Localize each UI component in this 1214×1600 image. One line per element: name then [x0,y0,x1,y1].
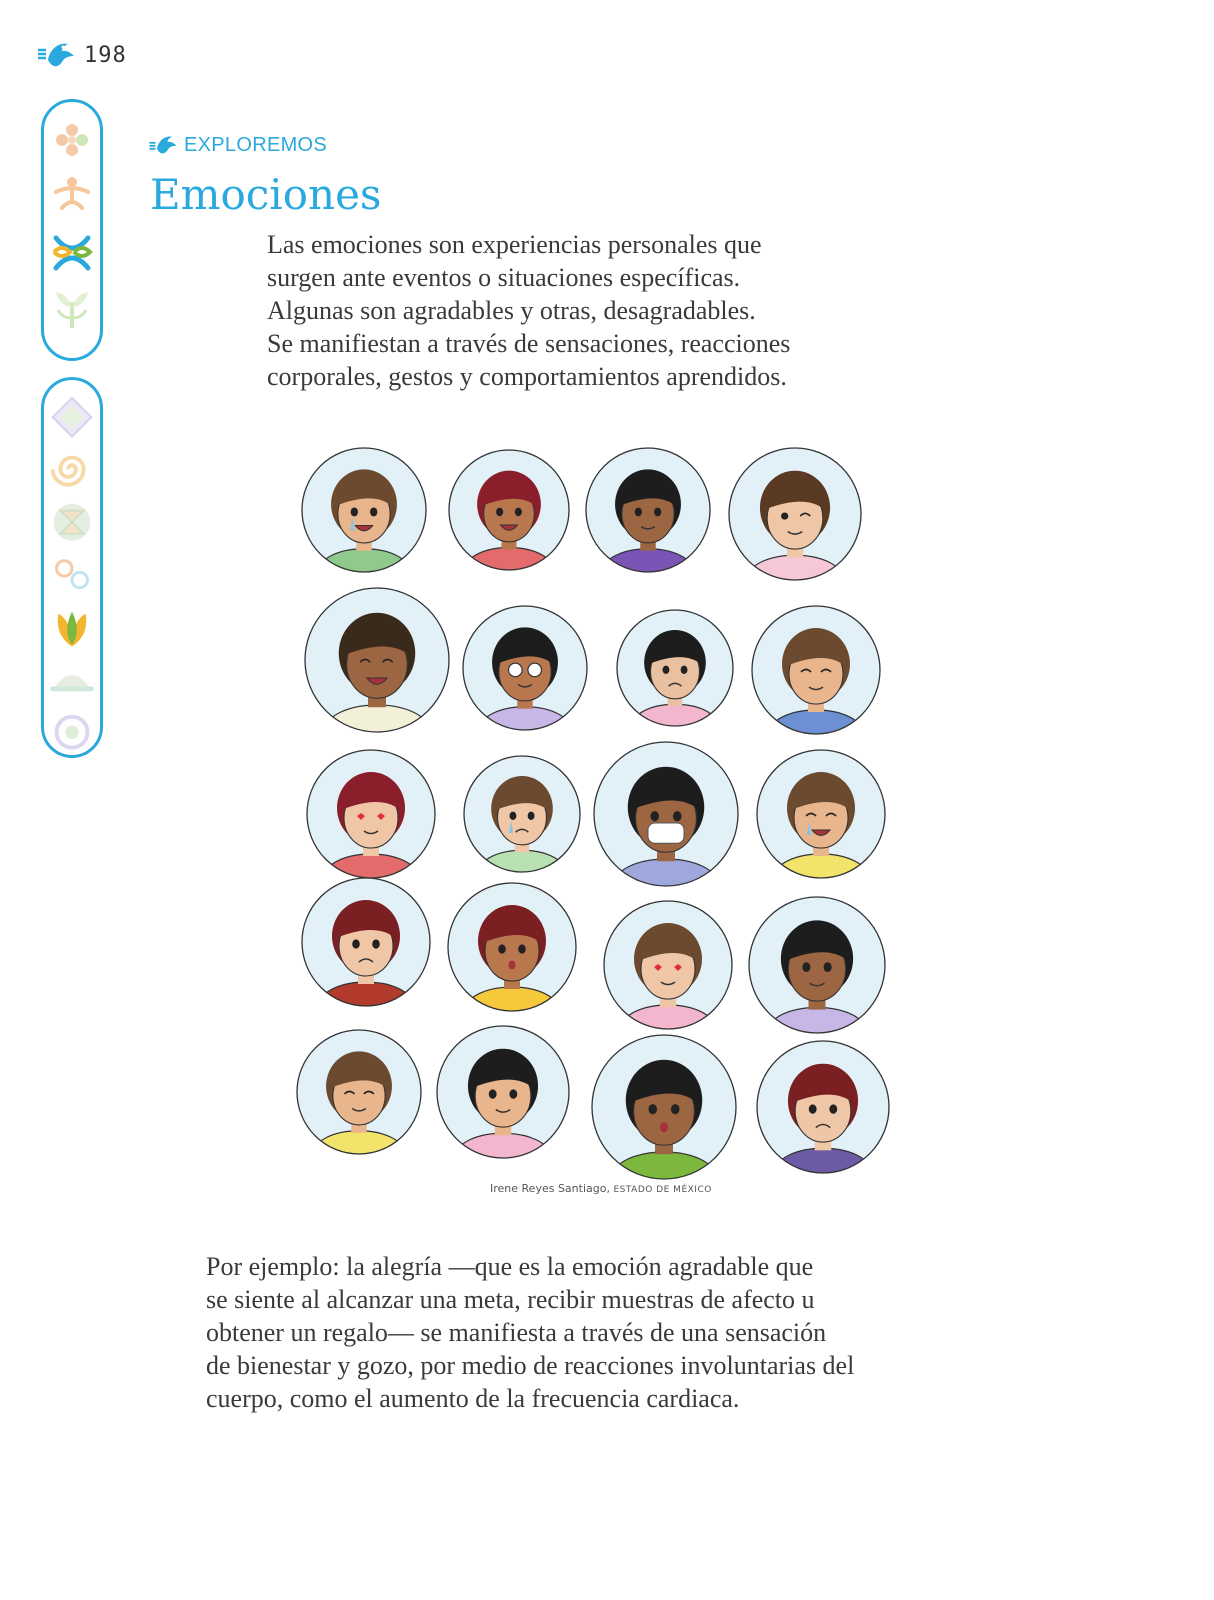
body-line: obtener un regalo— se manifiesta a través de una sensación [206,1318,827,1347]
emotions-illustration [290,440,900,1185]
credit-name: Irene Reyes Santiago, [490,1182,610,1195]
body-paragraph [206,1250,1006,1415]
swirl-icon[interactable] [48,709,96,755]
flower-icon[interactable] [48,116,96,164]
intro-line: corporales, gestos y comportamientos aprendidos. [267,362,787,391]
bird-icon [148,132,178,158]
sprout-icon[interactable] [48,284,96,332]
people-circle-icon[interactable] [48,228,96,276]
bird-icon [36,38,76,72]
face-portrait [617,610,733,744]
leaf-icon[interactable] [48,604,96,650]
section-label [148,132,327,158]
intro-paragraph [267,228,967,393]
face-portrait [592,1035,736,1185]
mound-icon[interactable] [48,656,96,702]
hourglass-icon[interactable] [48,499,96,545]
page-header [36,38,127,72]
link-icon[interactable] [48,551,96,597]
face-portrait [307,750,435,898]
illustration-credit [490,1182,712,1195]
face-portrait [448,883,576,1031]
face-portrait [449,450,569,589]
face-portrait [586,448,710,591]
face-portrait [305,588,449,755]
body-line: de bienestar y gozo, por medio de reacciones involuntarias del [206,1351,855,1380]
face-portrait [752,606,880,754]
credit-place: ESTADO DE MÉXICO [613,1185,712,1195]
face-portrait [464,756,580,890]
face-portrait [757,750,885,898]
face-portrait [297,1030,421,1173]
face-portrait [302,448,426,591]
body-line: cuerpo, como el aumento de la frecuencia cardiaca. [206,1384,740,1413]
page-title: Emociones [150,170,382,219]
section-label-text: EXPLOREMOS [184,133,328,156]
intro-line: surgen ante eventos o situaciones específicas. [267,263,741,292]
face-portrait [594,742,738,909]
body-line: se siente al alcanzar una meta, recibir muestras de afecto u [206,1285,815,1314]
face-portrait [302,878,430,1026]
face-portrait [757,1041,889,1185]
spiral-icon[interactable] [48,446,96,492]
body-line: Por ejemplo: la alegría —que es la emoción agradable que [206,1252,814,1281]
diamond-icon[interactable] [48,394,96,440]
sidebar-top-group [41,99,103,361]
face-portrait [437,1026,569,1179]
face-portrait [463,606,587,749]
intro-line: Las emociones son experiencias personales que [267,230,762,259]
face-portrait [604,901,732,1049]
face-portrait [749,897,885,1054]
intro-line: Se manifiestan a través de sensaciones, reacciones [267,329,791,358]
page-number: 198 [84,42,127,68]
sidebar-bottom-group [41,377,103,758]
intro-line: Algunas son agradables y otras, desagradables. [267,296,756,325]
dancer-icon[interactable] [48,172,96,220]
face-portrait [729,448,861,601]
